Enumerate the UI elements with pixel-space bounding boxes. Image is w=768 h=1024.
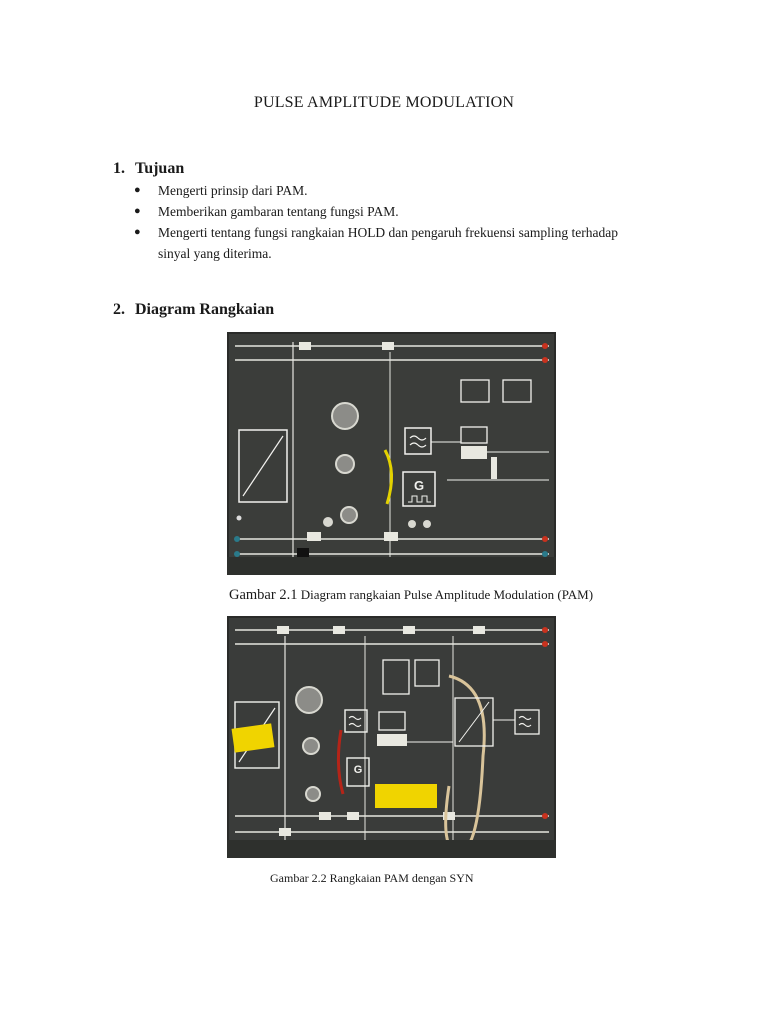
- bullet-icon: ●: [134, 205, 141, 217]
- generator-glyph: G: [413, 478, 425, 493]
- generator-glyph: G: [353, 764, 363, 776]
- pam-syn-panel-image: [227, 616, 556, 858]
- section-title: Tujuan: [135, 160, 185, 177]
- section-title: Diagram Rangkaian: [135, 301, 275, 318]
- section-heading-diagram: [113, 301, 274, 319]
- figure-1-caption-label: Gambar 2.1: [229, 587, 298, 603]
- figure-2-photo: [227, 616, 556, 858]
- section-heading-tujuan: [113, 160, 184, 178]
- section-number: 2.: [113, 301, 125, 318]
- bullet-icon: ●: [134, 226, 141, 238]
- document-title: PULSE AMPLITUDE MODULATION: [253, 94, 515, 111]
- pam-trainer-panel-image: [227, 332, 556, 575]
- section-number: 1.: [113, 160, 125, 177]
- list-item: ● Mengerti prinsip dari PAM.: [134, 180, 694, 201]
- figure-1-caption: [229, 587, 593, 604]
- figure-2-caption: Gambar 2.2 Rangkaian PAM dengan SYN: [270, 871, 474, 885]
- bullet-icon: ●: [134, 184, 141, 196]
- figure-1-photo: [227, 332, 556, 575]
- figure-1-caption-text: Diagram rangkaian Pulse Amplitude Modulation (PAM): [300, 587, 594, 602]
- list-item: ● Memberikan gambaran tentang fungsi PAM.: [134, 201, 694, 222]
- objectives-list: [134, 180, 694, 264]
- list-item: ● Mengerti tentang fungsi rangkaian HOLD dan pengaruh frekuensi sampling terhadap sinyal yang diterima.: [134, 222, 694, 264]
